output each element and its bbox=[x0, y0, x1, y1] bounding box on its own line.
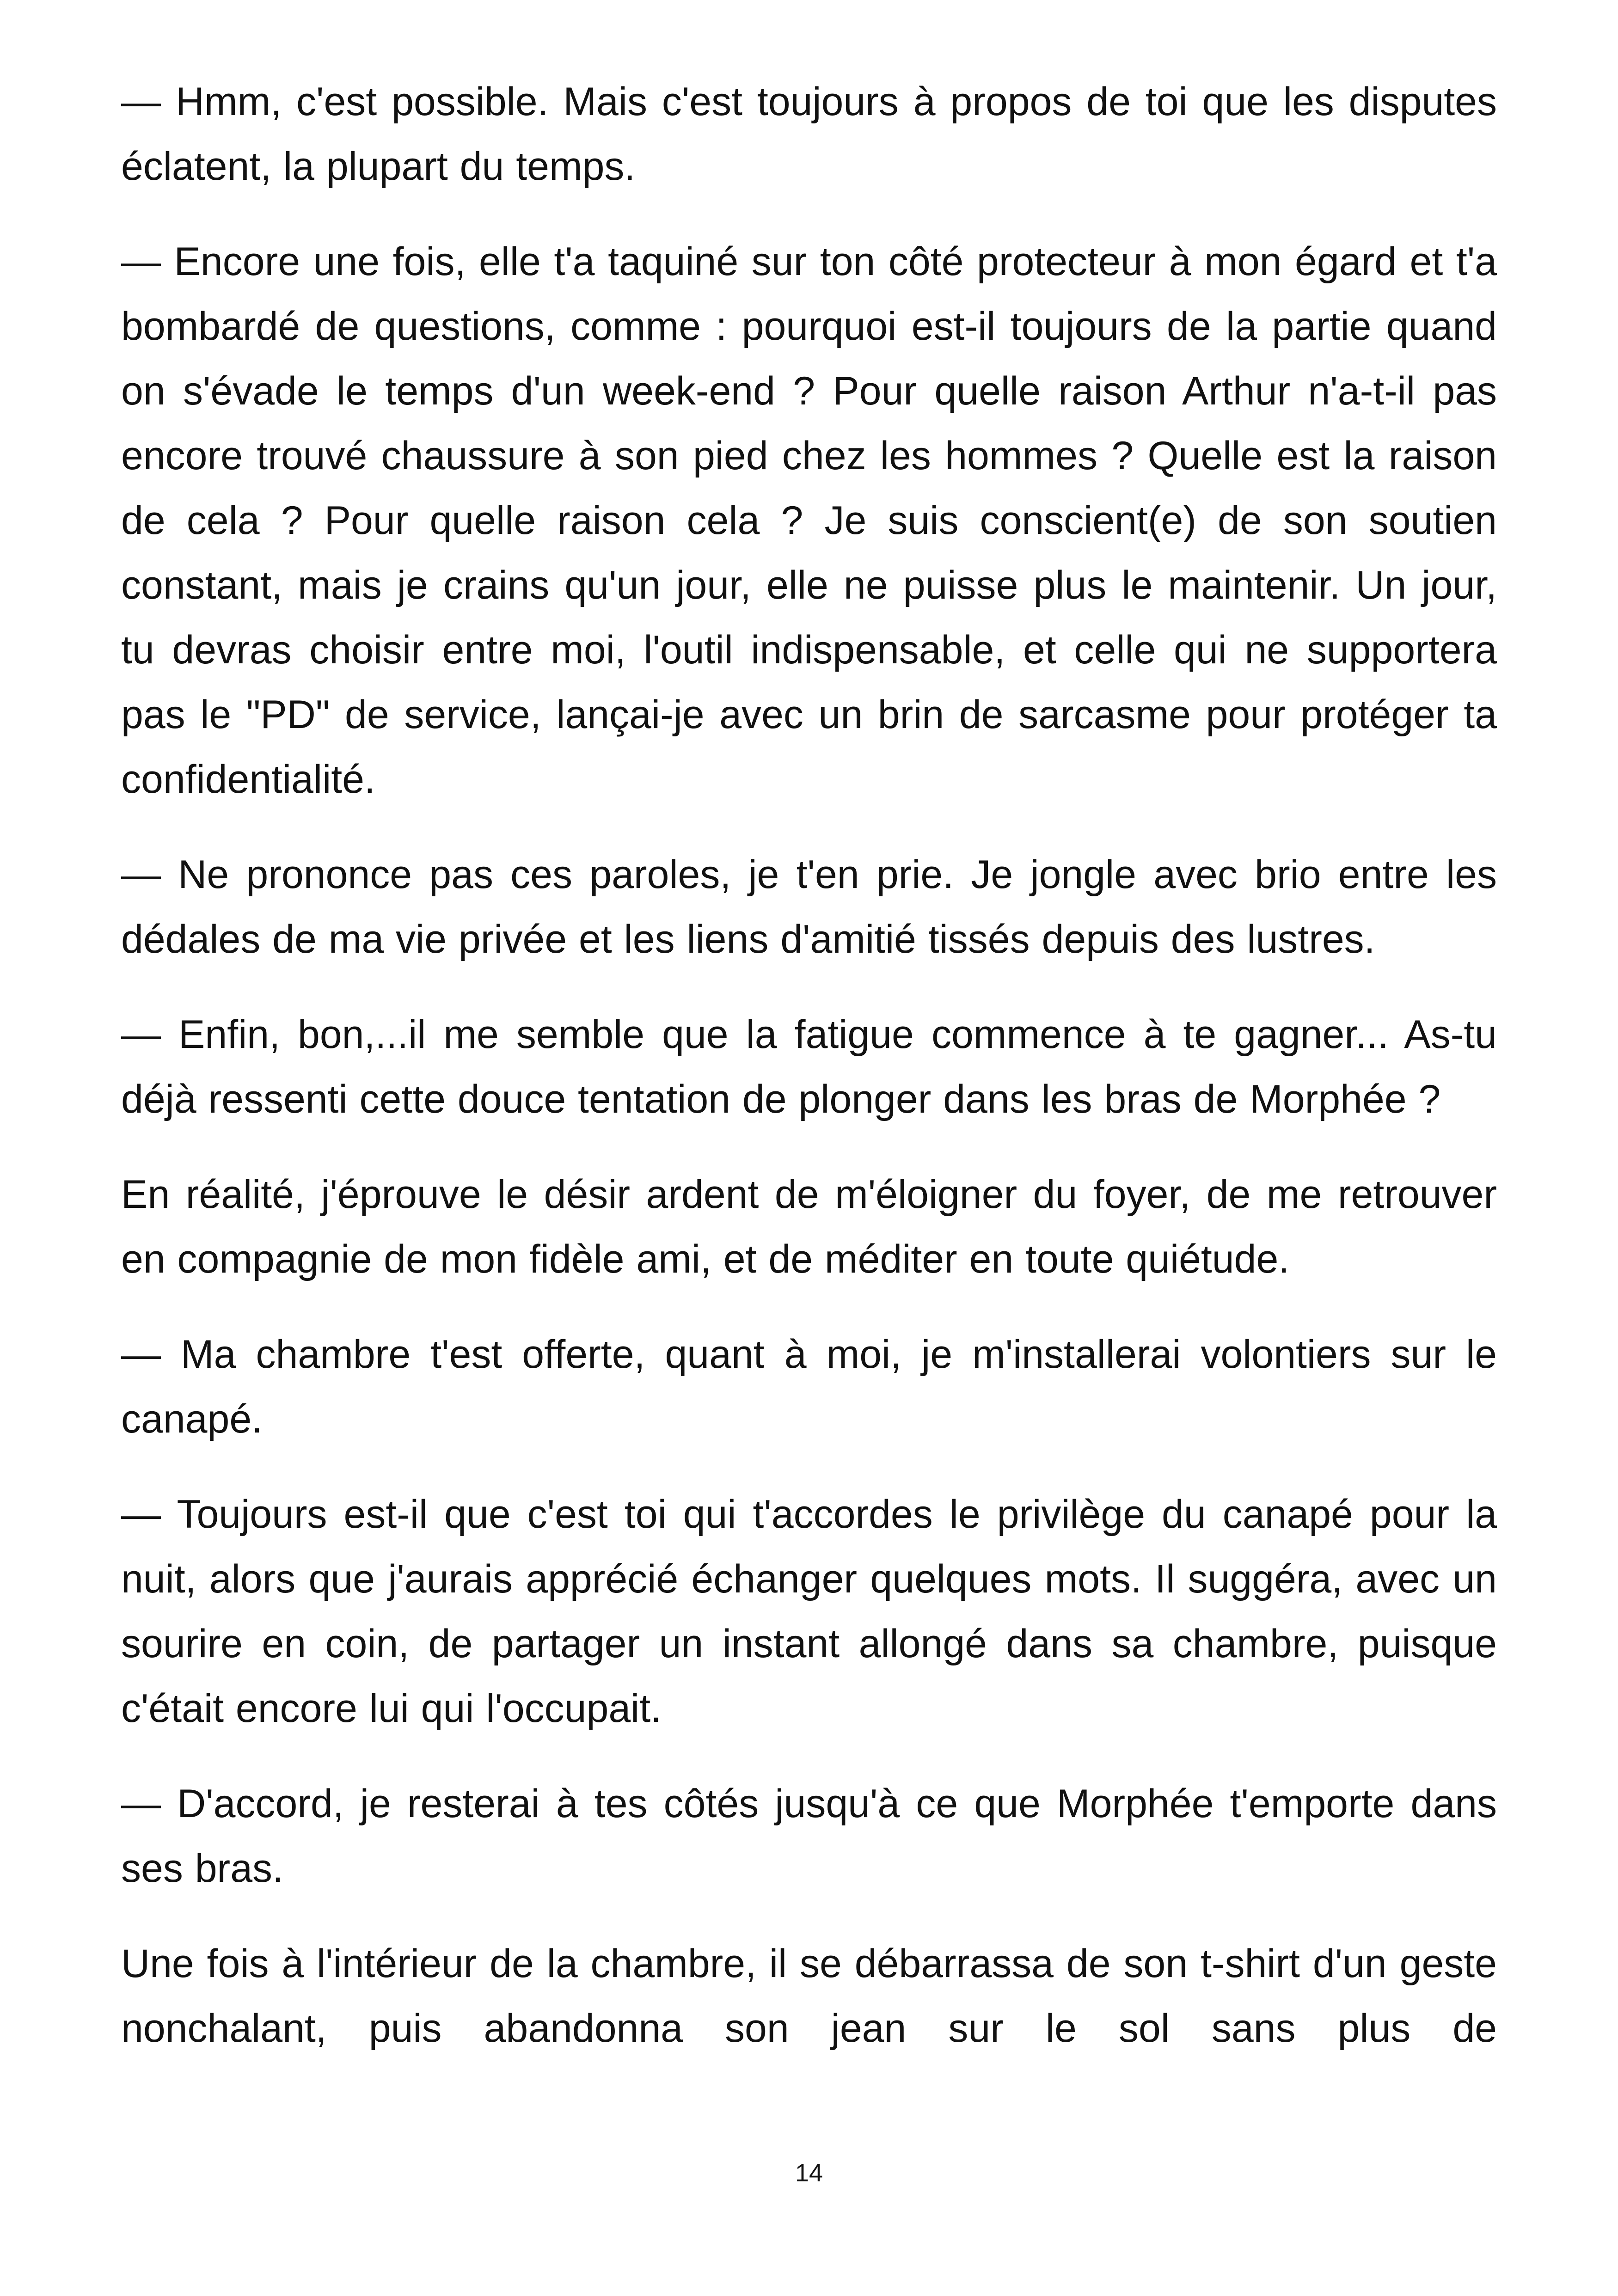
paragraph-9: Une fois à l'intérieur de la chambre, il se débarrassa de son t-shirt d'un geste nonchalant, puis abandonna son jean sur le sol sans plus de bbox=[121, 1941, 1497, 2051]
paragraph-7: — Toujours est-il que c'est toi qui t'accordes le privilège du canapé pour la nuit, alors que j'aurais apprécié échanger quelques mots. Il suggéra, avec un sourire en coin, de partager un instant allongé dans sa chambre, puisque c'était encore lui qui l'occupait. bbox=[121, 1492, 1497, 1731]
page-number: 14 bbox=[795, 2159, 823, 2187]
paragraph-1: — Hmm, c'est possible. Mais c'est toujours à propos de toi que les disputes éclatent, la plupart du temps. bbox=[121, 80, 1497, 189]
paragraph-5: En réalité, j'éprouve le désir ardent de m'éloigner du foyer, de me retrouver en compagnie de mon fidèle ami, et de méditer en toute quiétude. bbox=[121, 1172, 1497, 1281]
paragraph-4: — Enfin, bon,...il me semble que la fatigue commence à te gagner... As-tu déjà ressenti cette douce tentation de plonger dans les bras de Morphée ? bbox=[121, 1012, 1497, 1121]
paragraph-2: — Encore une fois, elle t'a taquiné sur ton côté protecteur à mon égard et t'a bombardé de questions, comme : pourquoi est-il toujours de la partie quand on s'évade le temps d'un week-end ? Pour quelle raison Arthur n'a-t-il pas encore trouvé chaussure à son pied chez les hommes ? Quelle est la raison de cela ? Pour quelle raison cela ? Je suis conscient(e) de son soutien constant, mais je crains qu'un jour, elle ne puisse plus le maintenir. Un jour, tu devras choisir entre moi, l'outil indispensable, et celle qui ne supportera pas le "PD" de service, lançai-je avec un brin de sarcasme pour protéger ta confidentialité. bbox=[121, 239, 1497, 802]
page-body bbox=[121, 69, 1497, 2061]
paragraph-8: — D'accord, je resterai à tes côtés jusqu'à ce que Morphée t'emporte dans ses bras. bbox=[121, 1782, 1497, 1891]
paragraph-6: — Ma chambre t'est offerte, quant à moi, je m'installerai volontiers sur le canapé. bbox=[121, 1332, 1497, 1441]
paragraph-3: — Ne prononce pas ces paroles, je t'en prie. Je jongle avec brio entre les dédales de ma vie privée et les liens d'amitié tissés depuis des lustres. bbox=[121, 852, 1497, 961]
